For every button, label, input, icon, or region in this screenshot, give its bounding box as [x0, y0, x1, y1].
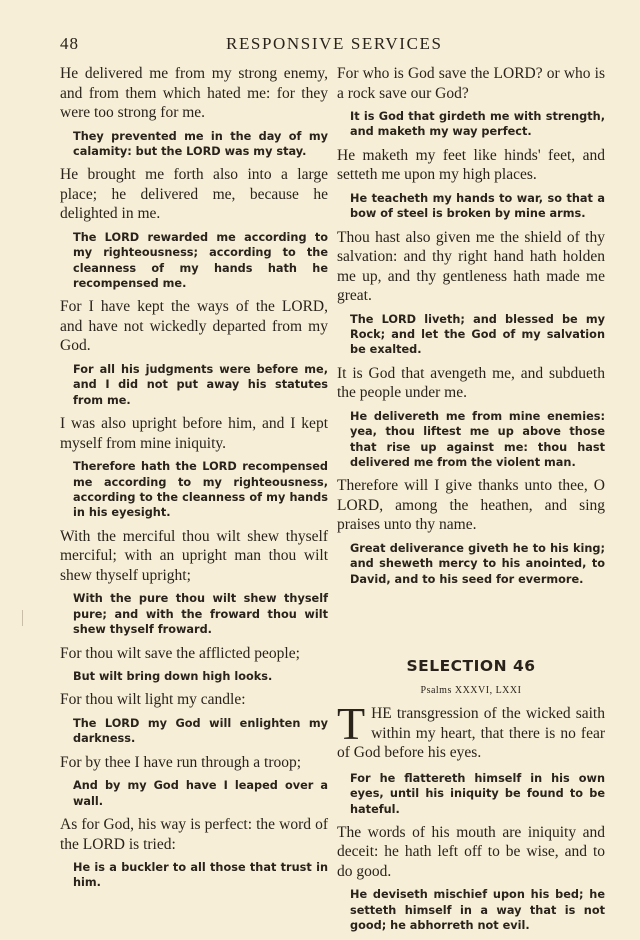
reader-verse: For thou wilt light my candle: [60, 691, 246, 709]
page-header [0, 30, 640, 60]
right-verses [337, 64, 605, 587]
drop-cap: T [337, 698, 366, 750]
left-column [60, 64, 328, 897]
response-verse: For all his judgments were before me, and I did not put away his statutes from me. [73, 362, 328, 407]
reader-verse: For thou wilt save the afflicted people; [60, 644, 300, 662]
response-verse: He delivereth me from mine enemies: yea, thou liftest me up above those that rise up against me: thou hast delivered me from the violent man. [350, 409, 605, 470]
selection-source: Psalms XXXVI, LXXI [420, 685, 522, 697]
reader-verse: He brought me forth also into a large place; he delivered me, because he delighted in me. [60, 166, 328, 223]
response-verse: With the pure thou wilt shew thyself pure; and with the froward thou wilt shew thyself froward. [73, 592, 328, 637]
response-verse: Great deliverance giveth he to his king; and sheweth mercy to his anointed, to David, and to his seed for evermore. [350, 541, 605, 586]
response-verse: For he flattereth himself in his own eyes, until his iniquity be found to be hateful. [350, 771, 605, 816]
right-column [337, 64, 605, 940]
response-verse: Therefore hath the LORD recompensed me according to my righteousness, according to the cleanness of my hands in his eyesight. [73, 460, 328, 520]
response-verse: But wilt bring down high looks. [73, 670, 273, 683]
response-verse: He is a buckler to all those that trust in him. [73, 861, 328, 890]
first-verse-text: HE transgression of the wicked saith within my heart, that there is no fear of God before his eyes. [337, 705, 605, 762]
response-verse: He deviseth mischief upon his bed; he setteth himself in a way that is not good; he abhorreth not evil. [350, 888, 605, 933]
response-verse: And by my God have I leaped over a wall. [73, 779, 328, 808]
selection-first-verse [337, 698, 605, 763]
reader-verse: For who is God save the LORD? or who is a rock save our God? [337, 65, 605, 102]
response-verse: It is God that girdeth me with strength, and maketh my way perfect. [350, 110, 605, 139]
response-verse: He teacheth my hands to war, so that a bow of steel is broken by mine arms. [350, 191, 605, 221]
reader-verse: As for God, his way is perfect: the word of the LORD is tried: [60, 816, 328, 853]
reader-verse: For I have kept the ways of the LORD, and have not wickedly departed from my God. [60, 298, 328, 355]
reader-verse: Therefore will I give thanks unto thee, O LORD, among the heathen, and sing praises unto thy name. [337, 477, 605, 534]
reader-verse: For by thee I have run through a troop; [60, 753, 302, 771]
reader-verse: I was also upright before him, and I kept myself from mine iniquity. [60, 415, 328, 452]
response-verse: They prevented me in the day of my calamity: but the LORD was my stay. [73, 129, 328, 158]
margin-mark [22, 610, 23, 626]
selection-title: SELECTION 46 [406, 657, 536, 676]
reader-verse: With the merciful thou wilt shew thyself merciful; with an upright man thou wilt shew thyself upright; [60, 527, 328, 584]
selection-verses [337, 771, 605, 934]
reader-verse: He maketh my feet like hinds' feet, and setteth me upon my high places. [337, 146, 605, 184]
reader-verse: He delivered me from my strong enemy, and from them which hated me: for they were too strong for me. [60, 65, 328, 121]
reader-verse: It is God that avengeth me, and subdueth the people under me. [337, 364, 605, 402]
reader-verse: The words of his mouth are iniquity and deceit: he hath left off to be wise, and to do good. [337, 823, 605, 880]
response-verse: The LORD my God will enlighten my darkness. [73, 716, 328, 746]
page-number: 48 [60, 34, 79, 53]
reader-verse: Thou hast also given me the shield of thy salvation: and thy right hand hath holden me up, and thy gentleness hath made me great. [337, 228, 605, 305]
response-verse: The LORD rewarded me according to my righteousness; according to the cleanness of my hands hath he recompensed me. [73, 230, 328, 291]
response-verse: The LORD liveth; and blessed be my Rock; and let the God of my salvation be exalted. [350, 312, 605, 357]
running-head: RESPONSIVE SERVICES [226, 34, 443, 53]
